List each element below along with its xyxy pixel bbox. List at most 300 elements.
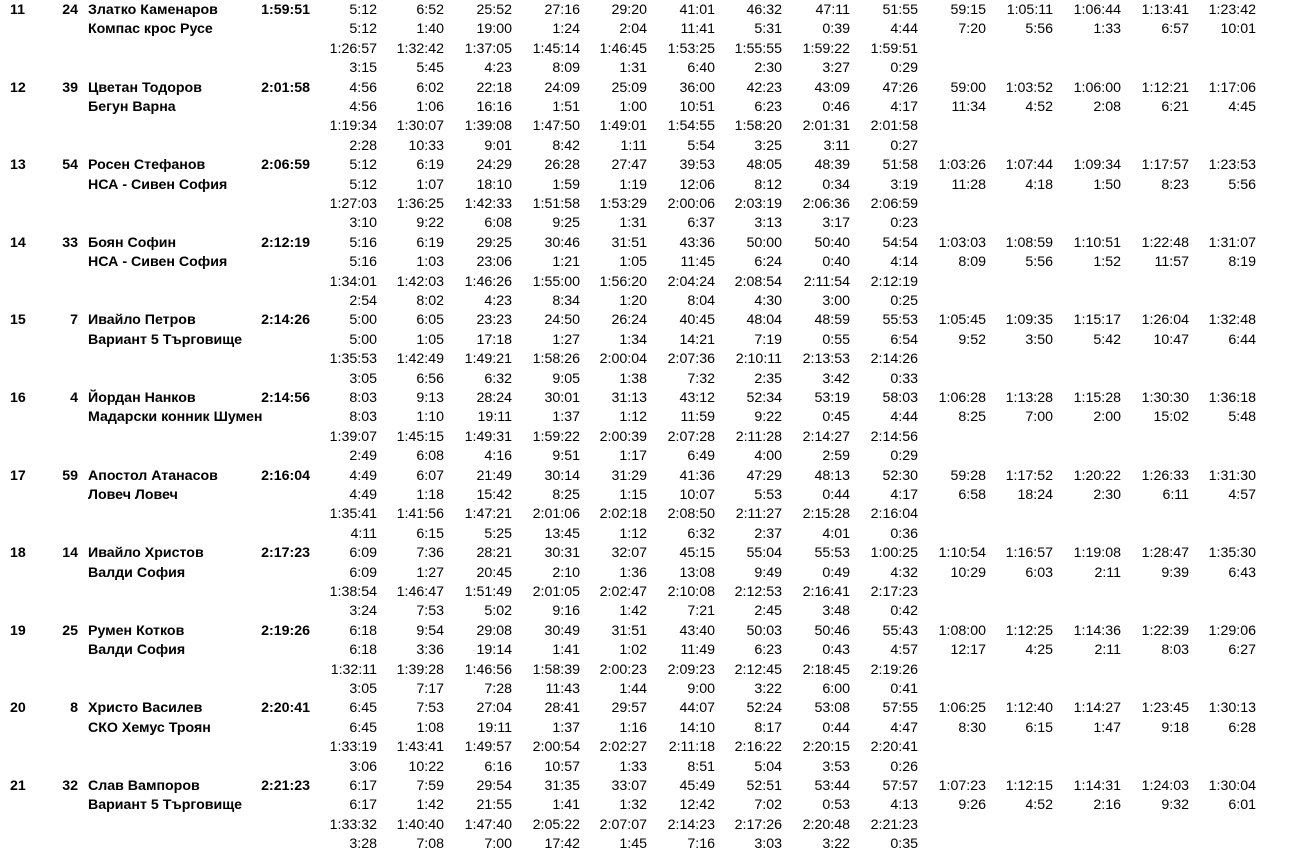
split-time: 10:07 bbox=[679, 487, 715, 503]
split-time: 0:33 bbox=[890, 370, 918, 387]
split-time: 6:23 bbox=[754, 642, 782, 659]
split-time: 11:43 bbox=[545, 681, 580, 697]
runner-name: Слав Вампоров bbox=[88, 778, 200, 794]
split-time: 10:47 bbox=[1153, 331, 1189, 348]
split-time: 1:24 bbox=[552, 21, 580, 38]
split-time: 0:39 bbox=[822, 21, 850, 38]
runner-name: Ивайло Христов bbox=[88, 545, 204, 562]
runner-name: Златко Каменаров bbox=[88, 2, 218, 18]
cumulative-time: 8:03 bbox=[349, 390, 377, 406]
runner-name: Ивайло Петров bbox=[88, 312, 196, 329]
split-time: 1:16 bbox=[619, 719, 647, 736]
split-time: 6:15 bbox=[416, 525, 444, 542]
cumulative-time: 58:03 bbox=[882, 390, 918, 406]
split-time: 7:19 bbox=[754, 331, 782, 348]
split-time: 2:30 bbox=[754, 60, 782, 77]
split-time: 10:57 bbox=[544, 758, 580, 775]
cumulative-time: 1:13:28 bbox=[1005, 390, 1053, 406]
split-time: 9:22 bbox=[416, 215, 444, 232]
split-time: 6:32 bbox=[687, 525, 715, 542]
cumulative-time: 2:10:11 bbox=[735, 351, 782, 368]
split-time: 11:49 bbox=[680, 642, 715, 659]
split-time: 9:25 bbox=[552, 215, 580, 232]
cumulative-time: 6:45 bbox=[349, 700, 377, 717]
cumulative-time: 1:53:29 bbox=[599, 196, 647, 212]
cumulative-time: 1:29:06 bbox=[1208, 622, 1256, 639]
split-time: 1:40 bbox=[416, 21, 444, 38]
split-time: 8:02 bbox=[416, 293, 444, 309]
bib-number: 59 bbox=[62, 467, 78, 484]
split-time: 11:41 bbox=[680, 21, 715, 38]
cumulative-time: 1:30:13 bbox=[1208, 700, 1256, 717]
split-time: 1:27 bbox=[552, 331, 580, 348]
split-time: 1:33 bbox=[619, 758, 647, 775]
cumulative-time: 1:06:28 bbox=[938, 390, 986, 406]
split-time: 7:21 bbox=[687, 603, 715, 620]
cumulative-time: 1:49:31 bbox=[464, 428, 512, 445]
cumulative-time: 1:00:25 bbox=[870, 545, 918, 562]
cumulative-time: 2:17:26 bbox=[734, 816, 782, 833]
cumulative-time: 53:44 bbox=[814, 778, 850, 794]
cumulative-time: 41:01 bbox=[679, 2, 715, 18]
cumulative-time: 2:21:23 bbox=[870, 816, 918, 833]
cumulative-time: 1:08:59 bbox=[1005, 234, 1053, 251]
cumulative-time: 1:58:39 bbox=[532, 661, 580, 678]
split-time: 18:24 bbox=[1017, 487, 1053, 503]
cumulative-time: 30:01 bbox=[544, 390, 580, 406]
split-time: 9:18 bbox=[1161, 719, 1189, 736]
split-time: 1:47 bbox=[1093, 719, 1121, 736]
cumulative-time: 47:29 bbox=[746, 467, 782, 484]
cumulative-time: 1:09:34 bbox=[1073, 157, 1121, 174]
cumulative-time: 21:49 bbox=[476, 467, 512, 484]
cumulative-time: 1:55:00 bbox=[532, 273, 580, 290]
split-time: 3:03 bbox=[754, 836, 782, 853]
cumulative-time: 1:14:31 bbox=[1073, 778, 1121, 794]
cumulative-time: 1:59:51 bbox=[870, 40, 918, 57]
split-time: 1:38 bbox=[619, 370, 647, 387]
split-time: 19:00 bbox=[476, 21, 512, 38]
cumulative-time: 50:46 bbox=[814, 622, 850, 639]
split-time: 4:18 bbox=[1025, 176, 1053, 193]
cumulative-time: 2:03:19 bbox=[734, 196, 782, 212]
cumulative-time: 24:09 bbox=[544, 79, 580, 96]
total-time: 2:21:23 bbox=[261, 778, 310, 794]
cumulative-time: 2:06:36 bbox=[802, 196, 850, 212]
split-time: 0:29 bbox=[890, 448, 918, 465]
split-time: 15:02 bbox=[1153, 409, 1189, 426]
cumulative-time: 1:12:21 bbox=[1141, 79, 1189, 96]
split-time: 1:33 bbox=[1093, 21, 1121, 38]
split-time: 11:57 bbox=[1154, 254, 1189, 271]
cumulative-time: 5:12 bbox=[349, 2, 377, 18]
cumulative-time: 43:40 bbox=[679, 622, 715, 639]
cumulative-time: 55:53 bbox=[814, 545, 850, 562]
cumulative-time: 1:49:21 bbox=[464, 351, 512, 368]
cumulative-time: 1:35:30 bbox=[1208, 545, 1256, 562]
cumulative-time: 1:20:22 bbox=[1073, 467, 1121, 484]
cumulative-time: 1:12:15 bbox=[1005, 778, 1053, 794]
split-time: 6:58 bbox=[958, 487, 986, 503]
cumulative-time: 1:38:54 bbox=[329, 584, 377, 600]
split-time: 2:49 bbox=[349, 448, 377, 465]
cumulative-time: 2:12:45 bbox=[734, 661, 782, 678]
cumulative-time: 2:12:53 bbox=[734, 584, 782, 600]
bib-number: 25 bbox=[62, 622, 78, 639]
cumulative-time: 1:06:25 bbox=[938, 700, 986, 717]
split-time: 5:12 bbox=[349, 21, 377, 38]
split-time: 1:51 bbox=[552, 99, 580, 115]
split-time: 6:57 bbox=[1161, 21, 1189, 38]
cumulative-time: 1:41:56 bbox=[396, 506, 444, 523]
split-time: 5:56 bbox=[1228, 176, 1256, 193]
total-time: 2:19:26 bbox=[261, 622, 310, 639]
cumulative-time: 48:39 bbox=[814, 157, 850, 174]
cumulative-time: 1:35:41 bbox=[329, 506, 377, 523]
cumulative-time: 1:14:27 bbox=[1073, 700, 1121, 717]
cumulative-time: 47:11 bbox=[815, 2, 850, 18]
cumulative-time: 7:59 bbox=[416, 778, 444, 794]
split-time: 14:10 bbox=[679, 719, 715, 736]
cumulative-time: 31:13 bbox=[611, 390, 647, 406]
split-time: 1:37 bbox=[552, 409, 580, 426]
cumulative-time: 2:01:06 bbox=[532, 506, 580, 523]
split-time: 7:17 bbox=[416, 681, 444, 697]
cumulative-time: 5:16 bbox=[349, 234, 377, 251]
cumulative-time: 1:26:57 bbox=[329, 40, 377, 57]
bib-number: 24 bbox=[62, 2, 78, 18]
cumulative-time: 4:49 bbox=[349, 467, 377, 484]
cumulative-time: 30:31 bbox=[544, 545, 580, 562]
split-time: 3:28 bbox=[349, 836, 377, 853]
split-time: 9:49 bbox=[754, 564, 782, 581]
cumulative-time: 1:07:44 bbox=[1005, 157, 1053, 174]
cumulative-time: 1:35:53 bbox=[329, 351, 377, 368]
split-time: 1:17 bbox=[619, 448, 647, 465]
cumulative-time: 27:16 bbox=[544, 2, 580, 18]
cumulative-time: 29:20 bbox=[611, 2, 647, 18]
runner-name: Христо Василев bbox=[88, 700, 203, 717]
total-time: 2:12:19 bbox=[261, 234, 310, 251]
cumulative-time: 1:31:30 bbox=[1208, 467, 1256, 484]
cumulative-time: 2:02:18 bbox=[599, 506, 647, 523]
cumulative-time: 1:33:32 bbox=[329, 816, 377, 833]
cumulative-time: 1:56:20 bbox=[599, 273, 647, 290]
split-time: 20:45 bbox=[476, 564, 512, 581]
split-time: 7:08 bbox=[416, 836, 444, 853]
cumulative-time: 1:27:03 bbox=[329, 196, 377, 212]
cumulative-time: 2:11:28 bbox=[735, 428, 782, 445]
cumulative-time: 1:59:22 bbox=[532, 428, 580, 445]
cumulative-time: 2:11:18 bbox=[668, 739, 715, 756]
split-time: 3:27 bbox=[822, 60, 850, 77]
cumulative-time: 1:22:39 bbox=[1141, 622, 1189, 639]
split-time: 1:12 bbox=[619, 409, 647, 426]
cumulative-time: 52:34 bbox=[746, 390, 782, 406]
split-time: 4:56 bbox=[349, 99, 377, 115]
club-name: Валди София bbox=[88, 564, 186, 581]
split-time: 1:32 bbox=[619, 797, 647, 814]
bib-number: 8 bbox=[70, 700, 78, 717]
split-time: 6:01 bbox=[1228, 797, 1256, 814]
split-time: 1:44 bbox=[619, 681, 647, 697]
cumulative-time: 6:19 bbox=[416, 234, 444, 251]
place: 15 bbox=[10, 312, 26, 329]
split-time: 6:08 bbox=[416, 448, 444, 465]
split-time: 3:48 bbox=[822, 603, 850, 620]
split-time: 6:45 bbox=[349, 719, 377, 736]
cumulative-time: 1:54:55 bbox=[667, 118, 715, 135]
split-time: 6:43 bbox=[1228, 564, 1256, 581]
split-time: 10:33 bbox=[408, 137, 444, 154]
runner-name: Боян Софин bbox=[88, 234, 177, 251]
split-time: 1:19 bbox=[619, 176, 647, 193]
split-time: 13:08 bbox=[679, 564, 715, 581]
split-time: 6:27 bbox=[1228, 642, 1256, 659]
cumulative-time: 1:34:01 bbox=[329, 273, 377, 290]
cumulative-time: 59:28 bbox=[950, 467, 986, 484]
cumulative-time: 2:00:06 bbox=[667, 196, 715, 212]
cumulative-time: 54:54 bbox=[882, 234, 918, 251]
cumulative-time: 2:09:23 bbox=[667, 661, 715, 678]
split-time: 6:49 bbox=[687, 448, 715, 465]
cumulative-time: 47:26 bbox=[882, 79, 918, 96]
split-time: 5:04 bbox=[754, 758, 782, 775]
split-time: 0:53 bbox=[822, 797, 850, 814]
split-time: 6:24 bbox=[754, 254, 782, 271]
cumulative-time: 1:36:25 bbox=[396, 196, 444, 212]
split-time: 8:30 bbox=[958, 719, 986, 736]
split-time: 0:42 bbox=[890, 603, 918, 620]
place: 12 bbox=[10, 79, 26, 96]
cumulative-time: 1:58:20 bbox=[734, 118, 782, 135]
cumulative-time: 2:07:36 bbox=[667, 351, 715, 368]
cumulative-time: 2:13:53 bbox=[802, 351, 850, 368]
cumulative-time: 1:13:41 bbox=[1141, 2, 1189, 18]
split-time: 1:07 bbox=[416, 176, 444, 193]
split-time: 4:25 bbox=[1025, 642, 1053, 659]
split-time: 3:00 bbox=[822, 293, 850, 309]
cumulative-time: 40:45 bbox=[679, 312, 715, 329]
split-time: 5:31 bbox=[754, 21, 782, 38]
cumulative-time: 1:03:03 bbox=[938, 234, 986, 251]
split-time: 1:10 bbox=[416, 409, 444, 426]
split-time: 3:05 bbox=[349, 681, 377, 697]
split-time: 6:09 bbox=[349, 564, 377, 581]
cumulative-time: 1:30:04 bbox=[1208, 778, 1256, 794]
cumulative-time: 9:54 bbox=[416, 622, 444, 639]
split-time: 6:54 bbox=[890, 331, 918, 348]
cumulative-time: 1:51:49 bbox=[464, 584, 512, 600]
cumulative-time: 1:32:48 bbox=[1208, 312, 1256, 329]
split-time: 9:51 bbox=[552, 448, 580, 465]
cumulative-time: 1:51:58 bbox=[532, 196, 580, 212]
cumulative-time: 2:08:50 bbox=[667, 506, 715, 523]
split-time: 1:06 bbox=[416, 99, 444, 115]
cumulative-time: 1:12:25 bbox=[1005, 622, 1053, 639]
cumulative-time: 1:30:07 bbox=[396, 118, 444, 135]
cumulative-time: 1:14:36 bbox=[1073, 622, 1121, 639]
split-time: 6:15 bbox=[1025, 719, 1053, 736]
cumulative-time: 1:46:56 bbox=[464, 661, 512, 678]
split-time: 8:23 bbox=[1161, 176, 1189, 193]
split-time: 2:11 bbox=[1094, 564, 1121, 581]
split-time: 6:23 bbox=[754, 99, 782, 115]
runner-name: Йордан Нанков bbox=[88, 390, 196, 406]
split-time: 18:10 bbox=[476, 176, 512, 193]
total-time: 2:14:56 bbox=[261, 390, 310, 406]
cumulative-time: 1:46:26 bbox=[464, 273, 512, 290]
split-time: 0:26 bbox=[890, 758, 918, 775]
cumulative-time: 5:12 bbox=[349, 157, 377, 174]
split-time: 4:32 bbox=[890, 564, 918, 581]
split-time: 4:01 bbox=[822, 525, 850, 542]
cumulative-time: 1:39:08 bbox=[464, 118, 512, 135]
split-time: 7:16 bbox=[687, 836, 715, 853]
cumulative-time: 1:32:11 bbox=[330, 661, 377, 678]
cumulative-time: 1:36:18 bbox=[1208, 390, 1256, 406]
place: 19 bbox=[10, 622, 26, 639]
cumulative-time: 2:01:58 bbox=[870, 118, 918, 135]
cumulative-time: 51:58 bbox=[882, 157, 918, 174]
split-time: 1:03 bbox=[416, 254, 444, 271]
cumulative-time: 39:53 bbox=[679, 157, 715, 174]
cumulative-time: 1:12:40 bbox=[1005, 700, 1053, 717]
club-name: Вариант 5 Търговище bbox=[88, 331, 243, 348]
club-name: НСА - Сивен София bbox=[88, 254, 228, 271]
cumulative-time: 1:53:25 bbox=[667, 40, 715, 57]
split-time: 7:53 bbox=[416, 603, 444, 620]
split-time: 9:22 bbox=[754, 409, 782, 426]
split-time: 4:17 bbox=[890, 487, 918, 503]
split-time: 4:30 bbox=[754, 293, 782, 309]
total-time: 2:14:26 bbox=[261, 312, 310, 329]
split-time: 0:55 bbox=[822, 331, 850, 348]
split-time: 4:44 bbox=[890, 21, 918, 38]
split-time: 0:27 bbox=[890, 137, 918, 154]
cumulative-time: 43:36 bbox=[679, 234, 715, 251]
split-time: 3:53 bbox=[822, 758, 850, 775]
split-time: 5:12 bbox=[349, 176, 377, 193]
split-time: 8:09 bbox=[958, 254, 986, 271]
cumulative-time: 2:01:31 bbox=[802, 118, 850, 135]
split-time: 8:04 bbox=[687, 293, 715, 309]
cumulative-time: 31:35 bbox=[544, 778, 580, 794]
club-name: Валди София bbox=[88, 642, 186, 659]
split-time: 6:37 bbox=[687, 215, 715, 232]
split-time: 4:57 bbox=[1228, 487, 1256, 503]
split-time: 23:06 bbox=[476, 254, 512, 271]
cumulative-time: 2:16:04 bbox=[870, 506, 918, 523]
split-time: 7:00 bbox=[1025, 409, 1053, 426]
split-time: 0:45 bbox=[822, 409, 850, 426]
split-time: 2:10 bbox=[552, 564, 580, 581]
cumulative-time: 1:08:00 bbox=[938, 622, 986, 639]
place: 13 bbox=[10, 157, 26, 174]
cumulative-time: 1:17:57 bbox=[1141, 157, 1189, 174]
cumulative-time: 1:47:40 bbox=[464, 816, 512, 833]
cumulative-time: 5:00 bbox=[349, 312, 377, 329]
cumulative-time: 4:56 bbox=[349, 79, 377, 96]
split-time: 9:26 bbox=[958, 797, 986, 814]
cumulative-time: 1:47:50 bbox=[532, 118, 580, 135]
cumulative-time: 24:50 bbox=[544, 312, 580, 329]
split-time: 1:59 bbox=[552, 176, 580, 193]
split-time: 4:57 bbox=[890, 642, 918, 659]
split-time: 2:04 bbox=[619, 21, 647, 38]
cumulative-time: 6:02 bbox=[416, 79, 444, 96]
split-time: 5:42 bbox=[1093, 331, 1121, 348]
split-time: 0:36 bbox=[890, 525, 918, 542]
split-time: 12:17 bbox=[950, 642, 986, 659]
split-time: 0:46 bbox=[822, 99, 850, 115]
cumulative-time: 1:10:51 bbox=[1073, 234, 1121, 251]
split-time: 6:32 bbox=[484, 370, 512, 387]
split-time: 6:40 bbox=[687, 60, 715, 77]
cumulative-time: 1:42:33 bbox=[464, 196, 512, 212]
split-time: 1:31 bbox=[619, 215, 647, 232]
bib-number: 33 bbox=[62, 234, 78, 251]
cumulative-time: 51:55 bbox=[882, 2, 918, 18]
split-time: 19:11 bbox=[477, 409, 512, 426]
split-time: 4:52 bbox=[1025, 797, 1053, 814]
cumulative-time: 6:05 bbox=[416, 312, 444, 329]
split-time: 6:16 bbox=[484, 758, 512, 775]
split-time: 4:23 bbox=[484, 60, 512, 77]
split-time: 0:25 bbox=[890, 293, 918, 309]
split-time: 1:05 bbox=[416, 331, 444, 348]
split-time: 5:16 bbox=[349, 254, 377, 271]
total-time: 2:01:58 bbox=[261, 79, 310, 96]
cumulative-time: 1:46:47 bbox=[396, 584, 444, 600]
cumulative-time: 2:14:56 bbox=[870, 428, 918, 445]
split-time: 15:42 bbox=[476, 487, 512, 503]
cumulative-time: 2:06:59 bbox=[870, 196, 918, 212]
cumulative-time: 1:03:26 bbox=[938, 157, 986, 174]
split-time: 1:02 bbox=[619, 642, 647, 659]
split-time: 4:45 bbox=[1228, 99, 1256, 115]
cumulative-time: 27:47 bbox=[611, 157, 647, 174]
cumulative-time: 29:57 bbox=[611, 700, 647, 717]
cumulative-time: 42:23 bbox=[746, 79, 782, 96]
split-time: 5:02 bbox=[484, 603, 512, 620]
split-time: 11:45 bbox=[680, 254, 715, 271]
bib-number: 54 bbox=[62, 157, 78, 174]
cumulative-time: 2:20:41 bbox=[870, 739, 918, 756]
cumulative-time: 1:15:28 bbox=[1073, 390, 1121, 406]
cumulative-time: 1:28:47 bbox=[1141, 545, 1189, 562]
cumulative-time: 2:16:22 bbox=[734, 739, 782, 756]
cumulative-time: 55:53 bbox=[882, 312, 918, 329]
cumulative-time: 29:08 bbox=[476, 622, 512, 639]
split-time: 9:01 bbox=[484, 137, 512, 154]
total-time: 2:16:04 bbox=[261, 467, 310, 484]
cumulative-time: 30:49 bbox=[544, 622, 580, 639]
cumulative-time: 1:24:03 bbox=[1141, 778, 1189, 794]
split-time: 1:11 bbox=[620, 137, 647, 154]
split-time: 2:35 bbox=[754, 370, 782, 387]
place: 20 bbox=[10, 700, 26, 717]
cumulative-time: 59:15 bbox=[950, 2, 986, 18]
cumulative-time: 1:17:52 bbox=[1005, 467, 1053, 484]
club-name: Ловеч Ловеч bbox=[88, 487, 178, 503]
cumulative-time: 27:04 bbox=[476, 700, 512, 717]
split-time: 2:45 bbox=[754, 603, 782, 620]
cumulative-time: 2:07:28 bbox=[667, 428, 715, 445]
total-time: 2:06:59 bbox=[261, 157, 310, 174]
cumulative-time: 43:09 bbox=[814, 79, 850, 96]
place: 11 bbox=[10, 2, 25, 18]
